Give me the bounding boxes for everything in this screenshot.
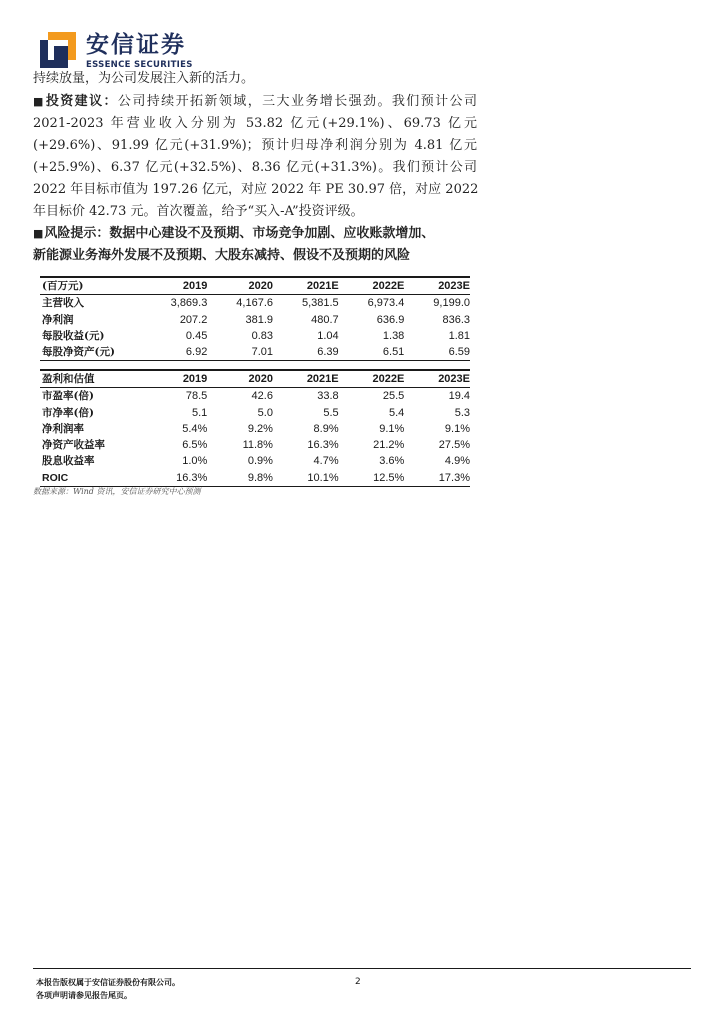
table-cell: 5.1 xyxy=(192,406,208,419)
table-cell: 0.83 xyxy=(251,329,273,342)
table-header-cell: (百万元) xyxy=(40,277,142,295)
investment-advice-line-5: 2022 年目标市值为 197.26 亿元，对应 2022 年 PE 30.97 倍，对应 2022 xyxy=(33,182,479,197)
table-header-cell: 2019 xyxy=(142,277,208,295)
table-row xyxy=(40,344,470,361)
table-row xyxy=(40,295,470,312)
table-cell: 5.3 xyxy=(454,406,470,419)
table-cell: 6.5% xyxy=(182,439,208,452)
table-cell: 6.39 xyxy=(273,344,339,361)
page-number: 2 xyxy=(355,977,361,987)
table-row xyxy=(40,470,470,487)
table-cell: 12.5% xyxy=(339,470,405,487)
table-cell: 19.4 xyxy=(448,390,470,403)
square-bullet-icon: ■ xyxy=(33,227,44,240)
table-cell: 4.7% xyxy=(313,455,339,468)
table-cell: 6,973.4 xyxy=(367,297,405,310)
table-cell: 6.59 xyxy=(404,344,470,361)
row-label: 净利润率 xyxy=(42,422,84,435)
table-cell: 9.8% xyxy=(207,470,273,487)
table-header-cell: 2020 xyxy=(207,370,273,388)
table-header-cell: 盈利和估值 xyxy=(40,370,142,388)
row-label: 每股收益(元) xyxy=(42,329,105,342)
investment-advice-line-6: 年目标价 42.73 元。首次覆盖，给予“买入-A”投资评级。 xyxy=(33,204,364,219)
valuation-table xyxy=(40,369,470,487)
table-cell: 207.2 xyxy=(179,313,208,326)
table-cell: 0.45 xyxy=(185,329,208,342)
table-row xyxy=(40,437,470,453)
table-cell: 5.5 xyxy=(323,406,339,419)
table-cell: 0.9% xyxy=(247,455,273,468)
table-cell: 9,199.0 xyxy=(433,297,470,310)
row-label: 股息收益率 xyxy=(42,455,95,468)
row-label: 每股净资产(元) xyxy=(40,344,142,361)
table-cell: 1.38 xyxy=(382,329,405,342)
logo-english-name: ESSENCE SECURITIES xyxy=(86,60,193,70)
table-header-row xyxy=(40,277,470,295)
table-cell: 6.51 xyxy=(339,344,405,361)
row-label: ROIC xyxy=(40,470,142,487)
table-cell: 8.9% xyxy=(313,422,339,435)
table-cell: 10.1% xyxy=(273,470,339,487)
table-row xyxy=(40,453,470,469)
investment-advice-paragraph xyxy=(33,91,477,223)
table-header-cell: 2023E xyxy=(404,370,470,388)
investment-advice-line-1: ■投资建议：公司持续开拓新领域，三大业务增长强劲。我们预计公司 xyxy=(33,94,477,109)
table-cell: 4.9% xyxy=(444,455,470,468)
table-cell: 16.3% xyxy=(307,439,339,452)
essence-logo-icon xyxy=(40,32,76,68)
table-cell: 7.01 xyxy=(207,344,273,361)
footer-divider xyxy=(33,968,691,969)
investment-advice-label: 投资建议： xyxy=(45,94,118,109)
table-row xyxy=(40,328,470,344)
table-header-cell: 2022E xyxy=(339,277,405,295)
table-header-cell: 2020 xyxy=(207,277,273,295)
table-header-cell: 2021E xyxy=(273,277,339,295)
table-row xyxy=(40,388,470,405)
table-cell: 16.3% xyxy=(142,470,208,487)
table-cell: 17.3% xyxy=(404,470,470,487)
table-cell: 4,167.6 xyxy=(236,297,273,310)
table-header-cell: 2019 xyxy=(142,370,208,388)
investment-advice-line-3: (+29.6%)、91.99 亿元(+31.9%)；预计归母净利润分别为 4.81 亿元 xyxy=(33,138,477,153)
table-cell: 9.1% xyxy=(444,422,470,435)
table-cell: 480.7 xyxy=(311,313,339,326)
table-cell: 5.0 xyxy=(257,406,273,419)
table-header-cell: 2021E xyxy=(273,370,339,388)
table-cell: 6.92 xyxy=(142,344,208,361)
table-header-cell: 2023E xyxy=(404,277,470,295)
table-cell: 836.3 xyxy=(442,313,470,326)
table-cell: 1.04 xyxy=(317,329,339,342)
risk-warning-label: 风险提示： xyxy=(44,226,110,241)
risk-warning-paragraph xyxy=(33,223,477,267)
table-cell: 5.4% xyxy=(182,422,208,435)
investment-advice-line-2: 2021-2023 年营业收入分别为 53.82 亿元(+29.1%)、69.73 亿元 xyxy=(33,116,477,131)
table-cell: 33.8 xyxy=(317,390,339,403)
row-label: 市净率(倍) xyxy=(42,406,94,419)
table-cell: 381.9 xyxy=(245,313,273,326)
logo-chinese-name: 安信证券 xyxy=(86,32,186,58)
row-label: 净利润 xyxy=(42,313,74,326)
copyright-notice: 本报告版权属于安信证券股份有限公司。 xyxy=(36,977,180,987)
table-cell: 5.4 xyxy=(389,406,405,419)
table-cell: 9.2% xyxy=(247,422,273,435)
table-cell: 42.6 xyxy=(251,390,273,403)
table-cell: 3.6% xyxy=(379,455,405,468)
table-cell: 1.0% xyxy=(182,455,208,468)
table-cell: 11.8% xyxy=(242,439,273,452)
table-cell: 9.1% xyxy=(379,422,405,435)
financial-summary-table xyxy=(40,276,470,361)
square-bullet-icon: ■ xyxy=(33,95,45,108)
table-header-cell: 2022E xyxy=(339,370,405,388)
risk-warning-line-1: ■风险提示：数据中心建设不及预期、市场竞争加剧、应收账款增加、 xyxy=(33,226,435,241)
row-label: 主营收入 xyxy=(42,297,84,310)
table-header-row xyxy=(40,370,470,388)
table-cell: 27.5% xyxy=(438,439,470,452)
disclaimer-notice: 各项声明请参见报告尾页。 xyxy=(36,990,132,1000)
table-cell: 1.81 xyxy=(448,329,470,342)
table-row xyxy=(40,405,470,421)
row-label: 净资产收益率 xyxy=(42,439,105,452)
table-cell: 3,869.3 xyxy=(170,297,208,310)
table-cell: 5,381.5 xyxy=(301,297,339,310)
risk-warning-line-2: 新能源业务海外发展不及预期、大股东减持、假设不及预期的风险 xyxy=(33,248,411,263)
table-cell: 25.5 xyxy=(382,390,405,403)
table-row xyxy=(40,421,470,437)
table-cell: 636.9 xyxy=(376,313,405,326)
data-source-note: 数据来源：Wind 资讯，安信证券研究中心预测 xyxy=(33,487,201,496)
table-cell: 78.5 xyxy=(185,390,208,403)
table-row xyxy=(40,312,470,328)
investment-advice-line-4: (+25.9%)、6.37 亿元(+32.5%)、8.36 亿元(+31.3%)。我们预计公司 xyxy=(33,160,477,175)
table-cell: 21.2% xyxy=(373,439,405,452)
row-label: 市盈率(倍) xyxy=(42,390,94,403)
paragraph-continuation: 持续放量，为公司发展注入新的活力。 xyxy=(33,71,255,86)
